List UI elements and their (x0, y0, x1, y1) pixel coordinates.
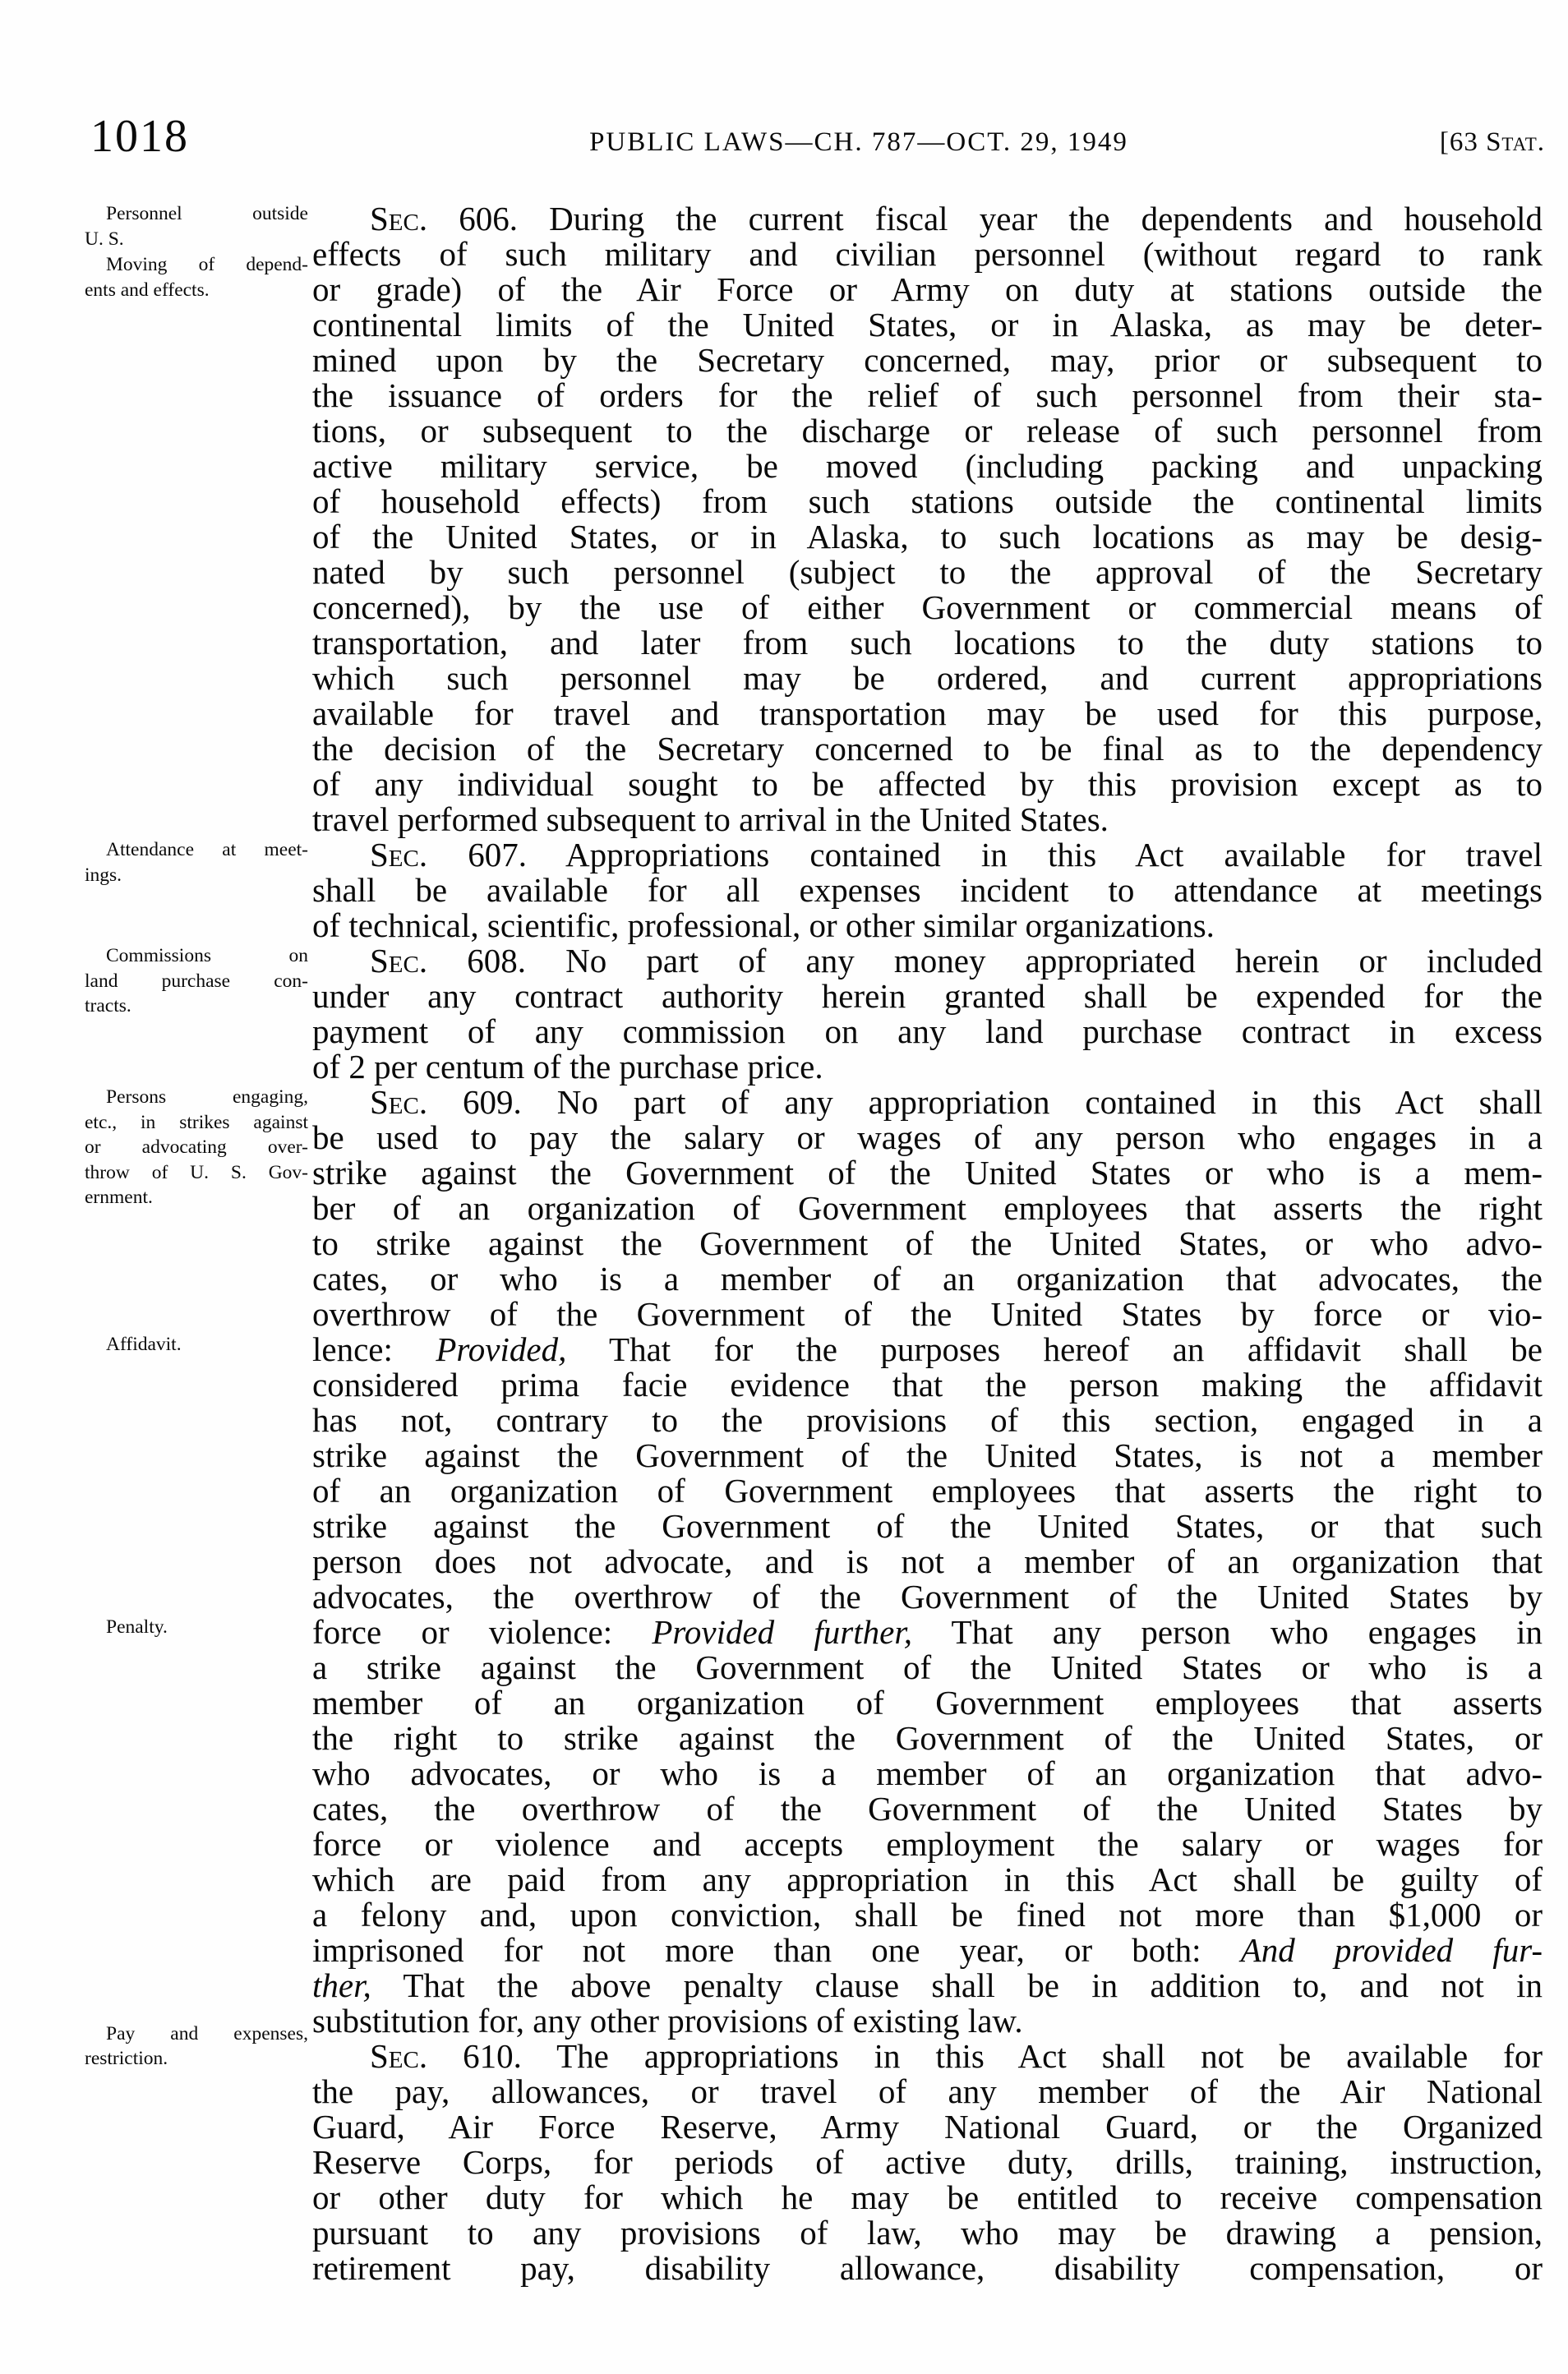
text-line: force or violence and accepts employment the salary or wages for (312, 1825, 1543, 1863)
volume-reference-prefix: [63 (1439, 127, 1487, 157)
volume-reference (1440, 127, 1545, 158)
text-line: concerned), by the use of either Government or commercial means of (312, 588, 1543, 626)
text-line: member of an organization of Government employees that asserts (312, 1684, 1543, 1722)
statute-section-610 (312, 2039, 1543, 2286)
margin-note-line: Affidavit. (106, 1334, 182, 1355)
margin-note-line: Personnel outside (106, 203, 308, 224)
text-line: retirement pay, disability allowance, disability compensation, or (312, 2249, 1543, 2287)
text-line: Sec. 610. The appropriations in this Act shall not be available for (370, 2037, 1543, 2075)
text-line: or grade) of the Air Force or Army on duty at stations outside the (312, 270, 1543, 308)
text-line: strike against the Government of the United States, or that such (312, 1507, 1543, 1545)
margin-note-line: U. S. (85, 228, 124, 250)
text-line: nated by such personnel (subject to the approval of the Secretary (312, 553, 1543, 591)
margin-note (85, 837, 308, 887)
margin-note (85, 252, 308, 302)
margin-note-line: Moving of depend- (106, 254, 308, 276)
statute-section-608 (312, 943, 1543, 1085)
text-line: effects of such military and civilian personnel (without regard to rank (312, 235, 1543, 273)
text-line: a strike against the Government of the United States or who is a (312, 1648, 1543, 1686)
text-line: the issuance of orders for the relief of such personnel from their sta- (312, 376, 1543, 414)
text-line: of household effects) from such stations outside the continental limits (312, 482, 1543, 520)
text-line: advocates, the overthrow of the Government of the United States by (312, 1578, 1543, 1616)
text-line: of the United States, or in Alaska, to such locations as may be desig- (312, 518, 1543, 555)
margin-note-line: ents and effects. (85, 279, 210, 301)
text-line: Sec. 607. Appropriations contained in this Act available for travel (370, 836, 1543, 874)
margin-note (85, 1615, 308, 1640)
text-line: strike against the Government of the United States or who is a mem- (312, 1154, 1543, 1192)
page-number: 1018 (90, 111, 189, 162)
text-line: tions, or subsequent to the discharge or release of such personnel from (312, 412, 1543, 449)
text-line: lence: Provided, That for the purposes hereof an affidavit shall be (312, 1330, 1543, 1368)
text-line: overthrow of the Government of the United States by force or vio- (312, 1295, 1543, 1333)
text-line: substitution for, any other provisions of existing law. (312, 2002, 1023, 2040)
text-line: Sec. 609. No part of any appropriation contained in this Act shall (370, 1083, 1543, 1121)
statute-body (312, 201, 1543, 2286)
text-line: Guard, Air Force Reserve, Army National Guard, or the Organized (312, 2108, 1543, 2146)
margin-note-line: Persons engaging, (106, 1086, 308, 1108)
text-line: ther, That the above penalty clause shall be in addition to, and not in (312, 1966, 1543, 2004)
statute-section-606 (312, 201, 1543, 837)
text-line: imprisoned for not more than one year, or both: And provided fur- (312, 1931, 1543, 1969)
text-line: the decision of the Secretary concerned to be final as to the dependency (312, 730, 1543, 768)
text-line: a felony and, upon conviction, shall be fined not more than $1,000 or (312, 1896, 1543, 1934)
text-line: be used to pay the salary or wages of any person who engages in a (312, 1118, 1543, 1156)
margin-note (85, 201, 308, 251)
text-line: active military service, be moved (including packing and unpacking (312, 447, 1543, 485)
text-line: Sec. 606. During the current fiscal year the dependents and household (370, 200, 1543, 237)
margin-note (85, 2021, 308, 2072)
margin-note-line: Attendance at meet- (106, 839, 308, 860)
text-line: considered prima facie evidence that the person making the affidavit (312, 1366, 1543, 1404)
margin-note-line: restriction. (85, 2048, 168, 2069)
text-line: cates, the overthrow of the Government of the United States by (312, 1790, 1543, 1828)
text-line: of any individual sought to be affected by this provision except as to (312, 765, 1543, 803)
text-line: payment of any commission on any land purchase contract in excess (312, 1012, 1543, 1050)
text-line: force or violence: Provided further, That any person who engages in (312, 1613, 1543, 1651)
text-line: of 2 per centum of the purchase price. (312, 1048, 823, 1086)
margin-note (85, 1085, 308, 1210)
text-line: ber of an organization of Government employees that asserts the right (312, 1189, 1543, 1227)
statute-section-607 (312, 837, 1543, 943)
text-line: travel performed subsequent to arrival in the United States. (312, 800, 1109, 838)
margin-note-line: ings. (85, 864, 122, 886)
text-line: mined upon by the Secretary concerned, may, prior or subsequent to (312, 341, 1543, 379)
text-line: Sec. 608. No part of any money appropriated herein or included (370, 942, 1543, 980)
statute-section-609 (312, 1085, 1543, 2039)
text-line: available for travel and transportation may be used for this purpose, (312, 694, 1543, 732)
text-line: continental limits of the United States, or in Alaska, as may be deter- (312, 306, 1543, 343)
margin-note-line: land purchase con- (85, 970, 308, 992)
margin-note-line: Pay and expenses, (106, 2022, 308, 2044)
margin-note-line: Penalty. (106, 1616, 168, 1638)
margin-note-line: Commissions on (106, 945, 308, 966)
text-line: under any contract authority herein granted shall be expended for the (312, 977, 1543, 1015)
margin-note-line: or advocating over- (85, 1136, 308, 1158)
text-line: or other duty for which he may be entitled to receive compensation (312, 2178, 1543, 2216)
text-line: who advocates, or who is a member of an organization that advo- (312, 1754, 1543, 1792)
text-line: to strike against the Government of the United States, or who advo- (312, 1224, 1543, 1262)
text-line: which are paid from any appropriation in this Act shall be guilty of (312, 1860, 1543, 1898)
margin-note-line: etc., in strikes against (85, 1111, 308, 1133)
text-line: of an organization of Government employees that asserts the right to (312, 1472, 1543, 1510)
margin-note-line: throw of U. S. Gov- (85, 1161, 308, 1183)
text-line: the pay, allowances, or travel of any member of the Air National (312, 2072, 1543, 2110)
margin-note-line: tracts. (85, 995, 131, 1016)
text-line: strike against the Government of the United States, is not a member (312, 1436, 1543, 1474)
volume-reference-word: Stat. (1486, 127, 1545, 157)
margin-note (85, 943, 308, 1019)
text-line: person does not advocate, and is not a member of an organization that (312, 1542, 1543, 1580)
text-line: pursuant to any provisions of law, who may be drawing a pension, (312, 2214, 1543, 2252)
margin-note (85, 1332, 308, 1358)
running-head-title: PUBLIC LAWS—CH. 787—OCT. 29, 1949 (589, 127, 1128, 157)
text-line: which such personnel may be ordered, and current appropriations (312, 659, 1543, 697)
margin-note-line: ernment. (85, 1187, 153, 1208)
text-line: cates, or who is a member of an organization that advocates, the (312, 1260, 1543, 1298)
text-line: transportation, and later from such locations to the duty stations to (312, 624, 1543, 661)
text-line: the right to strike against the Government of the United States, or (312, 1719, 1543, 1757)
text-line: has not, contrary to the provisions of this section, engaged in a (312, 1401, 1543, 1439)
text-line: Reserve Corps, for periods of active duty, drills, training, instruction, (312, 2143, 1543, 2181)
text-line: of technical, scientific, professional, or other similar organizations. (312, 906, 1215, 944)
text-line: shall be available for all expenses incident to attendance at meetings (312, 871, 1543, 909)
